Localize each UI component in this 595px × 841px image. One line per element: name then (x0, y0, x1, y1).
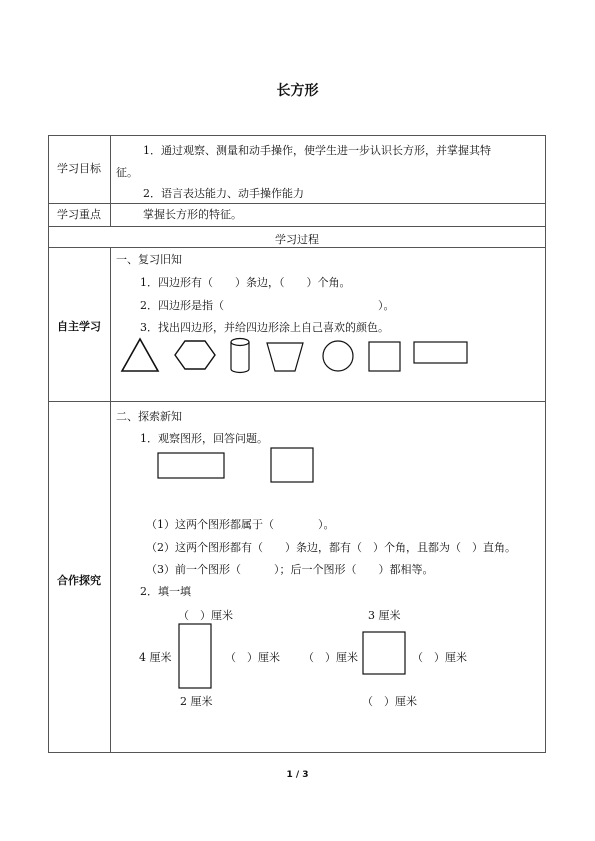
focus-text: 掌握长方形的特征。 (143, 208, 242, 221)
square-shape (367, 340, 403, 374)
page-title: 长方形 (276, 83, 319, 99)
triangle-shape (120, 337, 160, 373)
observe-square-shape (270, 447, 316, 485)
square-left-label: （ ）厘米 (303, 651, 358, 664)
coop-label: 合作探究 (57, 574, 101, 587)
column-divider (110, 135, 111, 226)
row-divider (48, 226, 546, 227)
rect-left-label: 4 厘米 (139, 651, 172, 664)
hexagon-shape (173, 339, 217, 371)
self-study-label: 自主学习 (57, 320, 101, 333)
fill-square-shape (362, 631, 408, 677)
lesson-table (48, 135, 546, 753)
square-bottom-label: （ ）厘米 (362, 695, 417, 708)
self-study-q2: 2．四边形是指（ ）。 (140, 299, 395, 312)
goals-label: 学习目标 (57, 162, 101, 175)
rect-top-label: （ ）厘米 (178, 609, 233, 622)
column-divider (110, 247, 111, 753)
goal-item-1: 1．通过观察、测量和动手操作，使学生进一步认识长方形，并掌握其特 (143, 144, 491, 157)
process-header: 学习过程 (275, 233, 319, 246)
coop-q2: 2．填一填 (140, 585, 191, 598)
coop-heading: 二、探索新知 (116, 410, 182, 423)
goal-item-1-cont: 征。 (116, 166, 138, 179)
goal-item-2: 2．语言表达能力、动手操作能力 (143, 187, 304, 200)
rectangle-shape (412, 340, 470, 366)
coop-sub1: （1）这两个图形都属于（ ）。 (146, 518, 335, 531)
square-right-label: （ ）厘米 (412, 651, 467, 664)
rect-bottom-label: 2 厘米 (180, 695, 213, 708)
observe-rectangle-shape (157, 452, 227, 480)
row-divider (48, 247, 546, 248)
self-study-q3: 3．找出四边形，并给四边形涂上自己喜欢的颜色。 (140, 321, 389, 334)
fill-rectangle-shape (178, 623, 214, 691)
rect-right-label: （ ）厘米 (225, 651, 280, 664)
page-number: 1 / 3 (286, 770, 309, 780)
self-study-q1: 1．四边形有（ ）条边，（ ）个角。 (140, 276, 351, 289)
row-divider (48, 401, 546, 402)
coop-q1: 1．观察图形，回答问题。 (140, 432, 268, 445)
coop-sub2: （2）这两个图形都有（ ）条边，都有（ ）个角，且都为（ ）直角。 (146, 541, 516, 554)
circle-shape (320, 339, 356, 373)
trapezoid-shape (265, 341, 305, 373)
square-top-label: 3 厘米 (368, 609, 401, 622)
cylinder-shape (229, 337, 251, 375)
row-divider (48, 203, 546, 204)
coop-sub3: （3）前一个图形（ ）；后一个图形（ ）都相等。 (146, 563, 434, 576)
self-study-heading: 一、复习旧知 (116, 253, 182, 266)
focus-label: 学习重点 (57, 208, 101, 221)
